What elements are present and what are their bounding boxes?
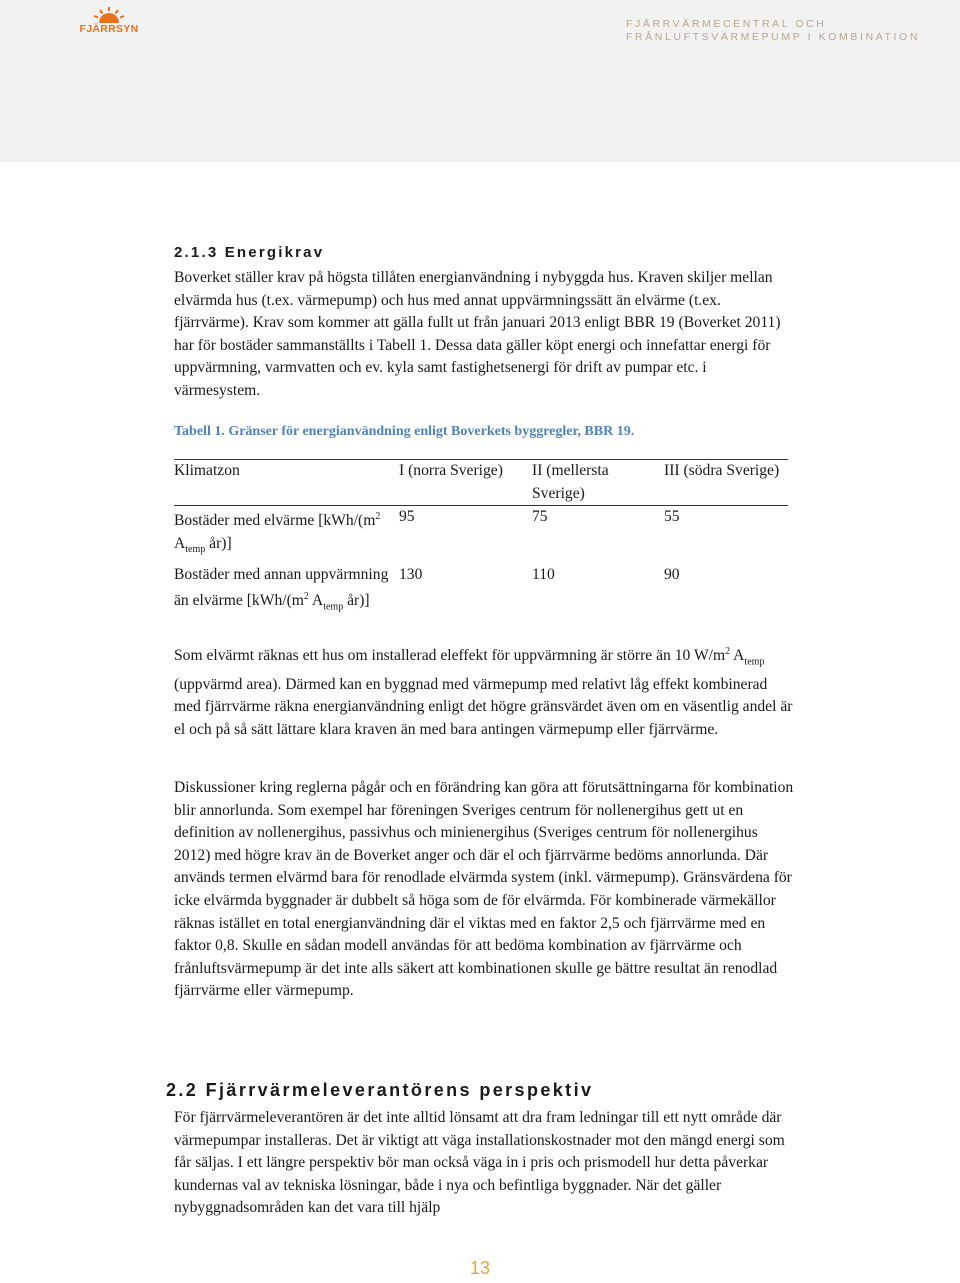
table-row (174, 506, 788, 564)
table-cell: 90 (664, 565, 680, 583)
sun-icon (92, 6, 126, 24)
energikrav-paragraph: Boverket ställer krav på högsta tillåten energianvändning i nybyggda hus. Kraven skiljer mellan elvärmda hus (t.ex. värmepump) och hus med annat uppvärmningssätt än elvärme (t.ex. fjärrvärme). Krav som kommer att gälla fullt ut från januari 2013 enligt BBR 19 (Boverket 2011) har för bostäder sammanställts i Tabell 1. Dessa data gäller köpt energi och innefattar energi för uppvärmning, varmvatten och ev. kyla samt fastighetsenergi för drift av pumpar etc. i värmesystem. (174, 269, 781, 399)
table-cell: 130 (399, 565, 423, 583)
row-label: Bostäder med annan uppvärmning än elvärme [$kWh/(m^2$ $A_{temp}$ år)] (174, 565, 389, 613)
table-header-row (174, 460, 788, 506)
fjarrsyn-logo (78, 6, 140, 40)
table-header-cell: III (södra Sverige) (664, 460, 788, 506)
table-cell: 110 (532, 565, 555, 583)
section-heading-2-2: 2.2 Fjärrvärmeleverantörens perspektiv (166, 1080, 594, 1100)
table-cell: 75 (532, 508, 548, 526)
table-caption: Tabell 1. Gränser för energianvändning enligt Boverkets byggregler, BBR 19. (174, 424, 635, 439)
document-title (626, 18, 920, 44)
table-row (174, 564, 788, 619)
page-number: 13 (469, 1258, 491, 1278)
page-header (0, 0, 960, 162)
logo-text: FJÄRRSYN (79, 23, 139, 35)
table-header-cell: II (mellersta Sverige) (532, 460, 664, 506)
table-cell: 55 (664, 508, 680, 526)
table-cell: 95 (399, 508, 415, 526)
document-title-line1: FJÄRRVÄRMECENTRAL OCH (626, 18, 827, 30)
diskussion-paragraph: Diskussioner kring reglerna pågår och en förändring kan göra att förutsättningarna för kombination blir annorlunda. Som exempel har föreningen Sveriges centrum för nollenergihus gett ut en definition av nollenergihus, passivhus och minienergihus (Sveriges centrum för nollenergihus 2012) med högre krav än de Boverket anger och där el och fjärrvärme bedöms annorlunda. Där används termen elvärmd bara för renodlade elvärmda system (inkl. värmepump). Gränsvärdena för icke elvärmda byggnader är dubbelt så höga som de för elvärmda. För kombinerade värmekällor räknas istället en total energianvändning där el viktas med en faktor 2,5 och fjärrvärme med en faktor 0,8. Skulle en sådan modell användas för att bedöma kombination av fjärrvärme och frånluftsvärmepump är det inte alls säkert att kombinationen skulle ge bättre resultat än renodlad fjärrvärme eller värmepump. (174, 779, 794, 1000)
elvarmt-paragraph: Som elvärmt räknas ett hus om installerad eleffekt för uppvärmning är större än 10 $W/m^2$ $A_{temp}$ (uppvärmd area). Därmed kan en byggnad med värmepump med relativt låg effekt kombinerad med fjärrvärme räkna energianvändning enligt det högre gränsvärdet även om en väsentlig andel är el och på så sätt lättare klara kraven än med bara antingen värmepump eller fjärrvärme. (174, 646, 793, 739)
energy-table (174, 459, 788, 619)
leverantor-paragraph: För fjärrvärmeleverantören är det inte alltid lönsamt att dra fram ledningar till ett nytt område där värmepumpar installeras. Det är viktigt att väga installationskostnader mot den mängd energi som får säljas. I ett längre perspektiv bör man också väga in i pris och prismodell hur detta påverkar kundernas val av tekniska lösningar, både i nya och befintliga byggnader. När det gäller nybyggnadsområden kan det vara till hjälp (174, 1109, 785, 1217)
document-title-line2: FRÅNLUFTSVÄRMEPUMP I KOMBINATION (626, 31, 920, 43)
section-heading-2-1-3: 2.1.3 Energikrav (174, 244, 325, 261)
table-header-cell: Klimatzon (174, 460, 399, 506)
row-label: Bostäder med elvärme [$kWh/(m^2$ $A_{temp}$ år)] (174, 511, 381, 556)
table-header-cell: I (norra Sverige) (399, 460, 532, 506)
